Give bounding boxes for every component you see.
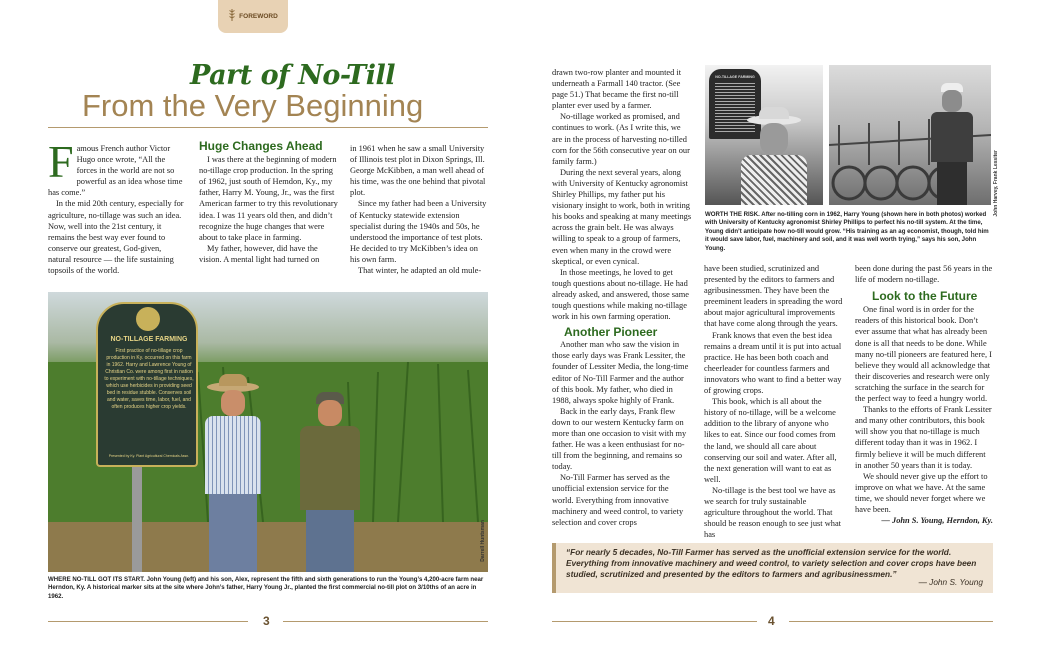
foreword-tab: [218, 0, 288, 33]
intro-p2: In the mid 20th century, especially for agriculture, no-tillage was such an idea. Now, well into the 21st century, it remains the best way ever found to conserve our greatest, God-given, natural resource — the life sustaining topsoils of the world.: [48, 199, 184, 276]
s1-p2: My father, however, did have the vision. A mental light had turned on: [199, 243, 320, 264]
s1-p1: I was there at the beginning of modern no-tillage crop production. In the spring of 1962, just south of Hemdon, Ky., my father, Harry M. Young, Jr., was the first American farmer to try this revolutionary idea. I was 11 years old then, and didn’t recognize the huge changes that were about to take place in farming.: [199, 155, 338, 242]
tab-label: FOREWORD: [239, 13, 278, 20]
signature: — John S. Young, Herndon, Ky.: [881, 516, 993, 526]
c4-p3: During the next several years, along with University of Kentucky agronomist Shirley Phillips, my father put his visionary insight to work, both in writing his books and speaking at many meetings across the grain belt. He was always willing to speak to a group of farmers, even when many in the crowd were skeptical, or even cynical.: [552, 167, 692, 266]
harry-portrait: [739, 115, 809, 205]
s3-p2: Thanks to the efforts of Frank Lessiter and many other contributors, this book will show you that no-tillage is much different today than it was in 1962. I firmly believe it will be much different in another 50 years than it is today.: [855, 405, 992, 470]
c3-p1: in 1961 when he saw a small University of Illinois test plot in Dixon Springs, Ill. George McKibben, a man well ahead of his time, was the one behind that pivotal plot.: [350, 144, 486, 198]
footer-rule-left-a: [48, 621, 248, 622]
c4-p2: No-tillage worked as promised, and continues to work. (As I write this, we are in the process of harvesting no-tilled corn for the 56th consecutive year on our family farm.): [552, 112, 690, 166]
column-7: [855, 263, 993, 526]
intro-column: [48, 136, 186, 276]
c3-p3: That winter, he adapted an old mule-: [358, 266, 482, 276]
caption-left: WHERE NO-TILL GOT ITS START. John Young (left) and his son, Alex, represent the fifth and sixth generations to run the Young’s 4,200-acre farm near Herndon, Ky. A historical marker sits at the site where John’s father, Harry Young Jr., planted the first commercial no-till plot on 3/10ths of an acre in 1962.: [48, 576, 484, 600]
c3-p2: Since my father had been a University of Kentucky statewide extension specialist during the 1940s and 50s, he understood the importance of test plots. He decided to try McKibben’s idea on his own farm.: [350, 199, 487, 264]
person-alex-young: [290, 392, 370, 572]
s2-p3: No-Till Farmer has served as the unofficial extension service for the world. Everything from innovative machinery and weed control, to variety selection and cover crops: [552, 473, 684, 527]
drop-cap: F: [48, 136, 74, 187]
wheat-icon: [228, 8, 236, 26]
intro-p1: amous French author Victor Hugo once wrote, “All the forces in the world are not so powerful as an idea whose time has come.”: [48, 144, 183, 198]
photo-credit-left: Darrell Huntsman: [480, 520, 486, 562]
column-2: [199, 141, 339, 265]
column-3: [350, 143, 488, 276]
photo-harry-marker: [705, 65, 823, 205]
c6-p1: have been studied, scrutinized and presented by the editors to farmers and agribusinessmen. They have been the preeminent leaders in spreading the word about major agricultural improvements that have come along through the years.: [704, 264, 843, 329]
c6-p4: No-tillage is the best tool we have as we search for truly sustainable agriculture throughout the world. That should be reason enough to see just what has: [704, 485, 841, 540]
photo-field-marker: [48, 292, 488, 572]
column-6: [704, 263, 844, 540]
pull-quote-text: “For nearly 5 decades, No-Till Farmer has served as the unofficial extension service for the world. Everything from innovative machinery and weed control, to variety selection and cover crops have been studied, scrutinized and presented by the editors to farmers and agribusinessmen.”: [566, 547, 977, 579]
photo-harry-planter: [829, 65, 991, 205]
title-script: Part of No-Till: [190, 60, 395, 91]
caption-right: WORTH THE RISK. After no-tilling corn in 1962, Harry Young (shown here in both photos) worked with University of Kentucky agronomist Shirley Phillips to perfect his no-till system. At the time, Young didn’t anticipate how no-till would grow. “His training as an ag economist, though, told him it would save labor, fuel, machinery and soil, and it was well worth trying,” says his son, John Young.: [705, 211, 989, 252]
pull-quote-box: [552, 543, 993, 593]
marker-text: First practice of no-tillage crop production in Ky. occurred on this farm in 1962. Harry and Lawrence Young of Christian Co. were among first in nation to experiment with no-tillage techniques, which use herbicides in providing seed bed in residue stubble. Conserves soil and water, saves time, labor, fuel, and often produces higher crop yields.: [104, 348, 194, 410]
marker-title: NO-TILLAGE FARMING: [110, 336, 188, 343]
marker-seal-icon: [136, 307, 160, 331]
footer-rule-right-a: [552, 621, 757, 622]
c4-p4: In those meetings, he loved to get tough questions about no-tillage. He had already asked, and answered, those same tough questions while making no-tillage work in his own farming operation.: [552, 267, 689, 322]
s2-p1: Another man who saw the vision in those early days was Frank Lessiter, the founder of Lessiter Media, the long-time editor of No-Till Farmer and the author of this book. My father, who died in 1988, always spoke highly of Frank.: [552, 340, 689, 405]
footer-rule-left-b: [283, 621, 488, 622]
heading-huge-changes: Huge Changes Ahead: [199, 139, 323, 153]
marker-footer: Presented by Ky. Plant Agricultural Chemicals Assn.: [108, 454, 190, 458]
page-number-left: 3: [263, 614, 270, 628]
pull-quote-attribution: — John S. Young: [918, 577, 983, 587]
c6-p3: This book, which is all about the history of no-tillage, will be a welcome addition to the library of anyone who likes to eat. Since our food comes from the land, we should all care about conserving our soil and water. After all, the next generation will want to eat as well.: [704, 397, 837, 484]
photo-credit-right: John Harvey, Frank Lessiter: [993, 150, 999, 217]
page-number-right: 4: [768, 614, 775, 628]
historical-marker: [96, 302, 198, 467]
c4-p1: drawn two-row planter and mounted it underneath a Farmall 140 tractor. (See page 51.) That became the first no-till planter ever used by a farmer.: [552, 68, 682, 111]
heading-another-pioneer: Another Pioneer: [564, 325, 658, 340]
heading-look-to-future: Look to the Future: [872, 289, 978, 304]
page-title: From the Very Beginning: [82, 88, 424, 123]
s2-p2: Back in the early days, Frank flew down to our western Kentucky farm on more than one occasion to visit with my father. He was a keen enthusiast for no-till from the beginning, and remains so today.: [552, 406, 687, 472]
column-4: [552, 67, 692, 528]
harry-standing: [929, 83, 975, 205]
c7-p1: been done during the past 56 years in the life of modern no-tillage.: [855, 264, 993, 285]
person-john-young: [193, 382, 273, 572]
c6-p2: Frank knows that even the best idea remains a dream until it is put into actual practice. He has been both coach and cheerleader for countless farmers and innovators who want to find a better way of growing crops.: [704, 330, 842, 396]
footer-rule-right-b: [789, 621, 993, 622]
title-rule: [48, 127, 488, 128]
small-marker-title: NO-TILLAGE FARMING: [715, 75, 755, 79]
s3-p1: One final word is in order for the readers of this historical book. Don’t ever assume that what has already been done is all that needs to be done. While many no-till pioneers are featured here, I believe they would all acknowledge that their discoveries and research were only scratching the surface in the search for the perfect way to feed a hungry world.: [855, 305, 992, 404]
s3-p3: We should never give up the effort to improve on what we have. At the same time, we should never forget where we have been.: [855, 471, 988, 514]
